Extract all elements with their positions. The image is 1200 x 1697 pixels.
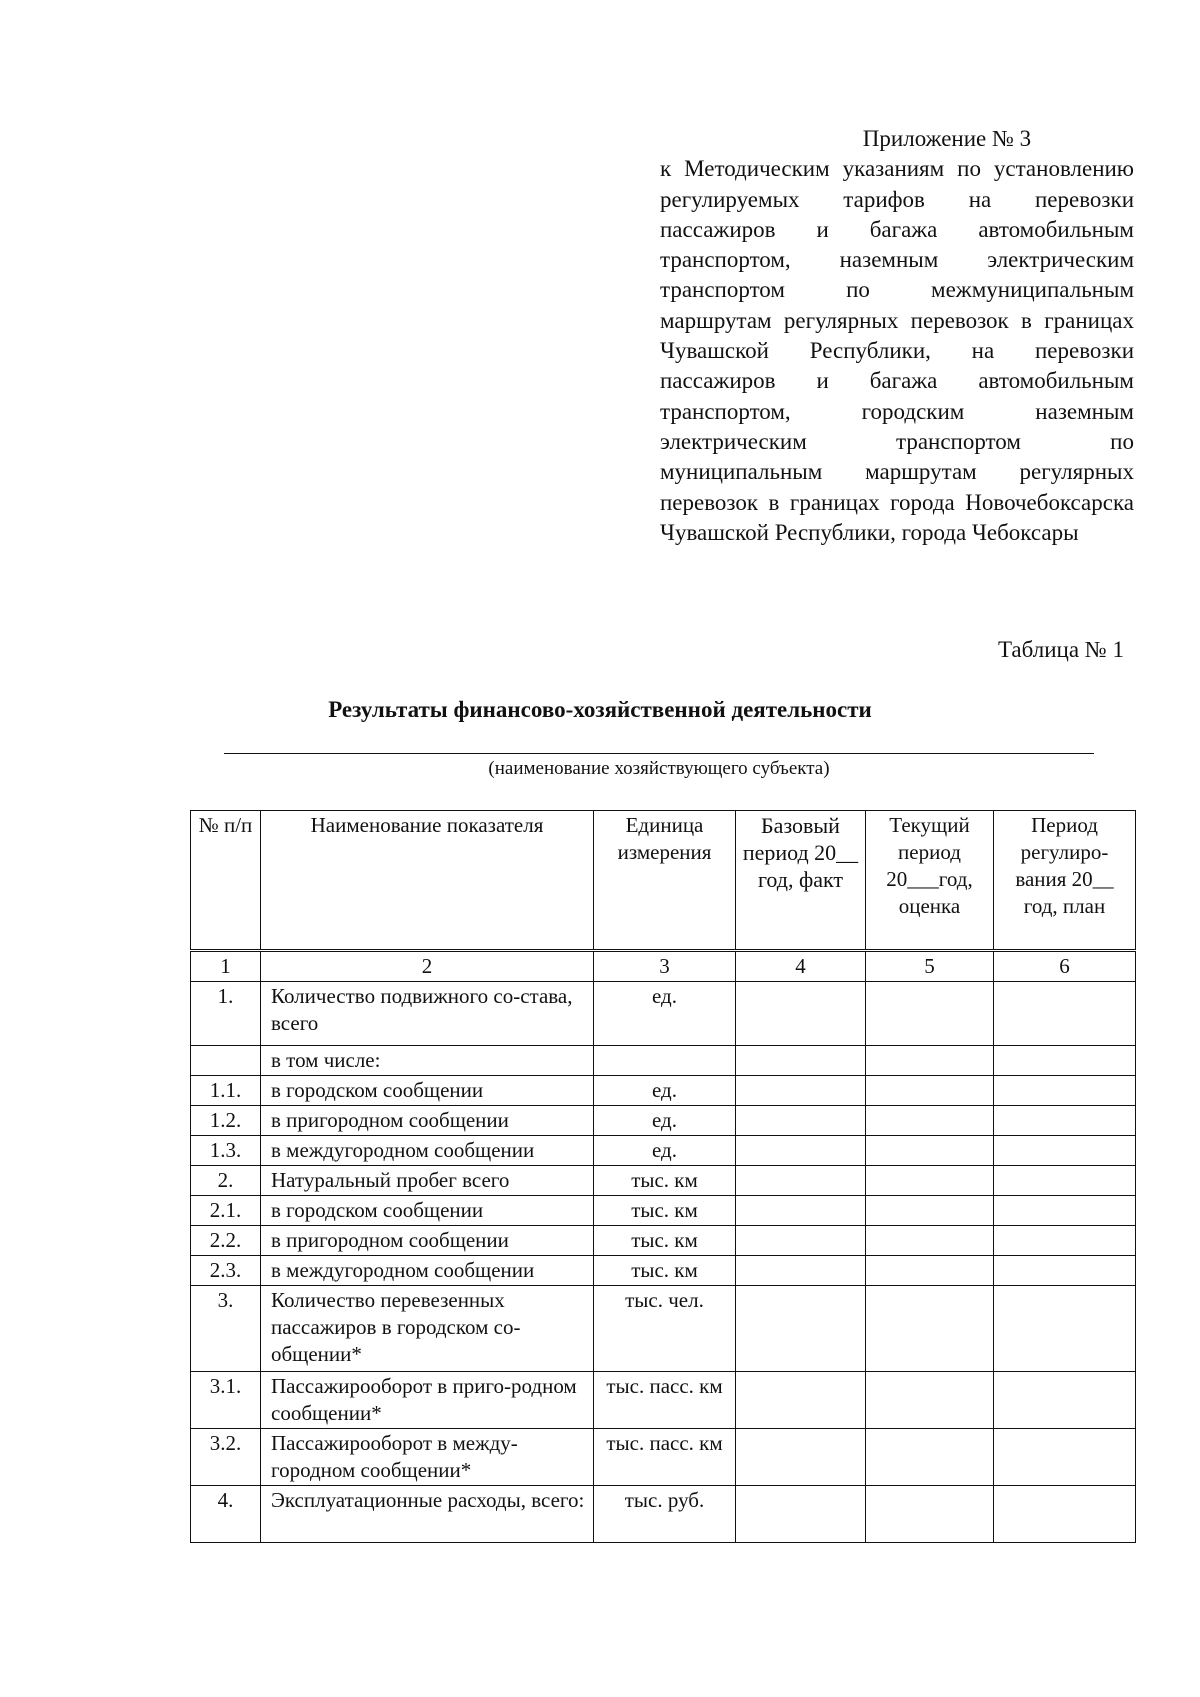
- table-row: [191, 1076, 1136, 1106]
- base-period-cell: [736, 1286, 866, 1372]
- base-period-cell: [736, 1046, 866, 1076]
- column-number-row: [191, 951, 1136, 982]
- appendix-body: к Методическим указаниям по установлению регулируемых тарифов на перевозки пассажиров и багажа автомобильным транспортом, наземным электрическим транспортом по межмуниципальным маршрутам регулярных перевозок в границах Чувашской Республики, на перевозки пассажиров и багажа автомобильным транспортом, городским наземным электрическим транспортом по муниципальным маршрутам регулярных перевозок в границах города Новочебоксарска Чувашской Республики, города Чебоксары: [660, 156, 1134, 545]
- base-period-cell: [736, 1076, 866, 1106]
- row-unit: тыс. км: [594, 1256, 736, 1286]
- table-row: [191, 1226, 1136, 1256]
- row-number: 2.1.: [191, 1196, 261, 1226]
- base-period-cell: [736, 1226, 866, 1256]
- base-period-cell: [736, 1166, 866, 1196]
- regulation-period-cell: [994, 1372, 1136, 1429]
- regulation-period-cell: [994, 1046, 1136, 1076]
- base-period-cell: [736, 1136, 866, 1166]
- header-unit: Единица измерения: [594, 811, 736, 951]
- base-period-cell: [736, 1196, 866, 1226]
- row-indicator: Пассажирооборот в приго-родном сообщении*: [261, 1372, 594, 1429]
- entity-caption: (наименование хозяйствующего субъекта): [488, 758, 830, 779]
- regulation-period-cell: [994, 1196, 1136, 1226]
- current-period-cell: [866, 1046, 994, 1076]
- table-row: [191, 1136, 1136, 1166]
- table-number: Таблица № 1: [997, 637, 1124, 662]
- table-row: [191, 1106, 1136, 1136]
- column-number: 2: [261, 951, 594, 982]
- current-period-cell: [866, 1429, 994, 1486]
- regulation-period-cell: [994, 1136, 1136, 1166]
- current-period-cell: [866, 1196, 994, 1226]
- row-indicator: в городском сообщении: [261, 1076, 594, 1106]
- row-indicator: Натуральный пробег всего: [261, 1166, 594, 1196]
- header-number: № п/п: [191, 811, 261, 951]
- header-indicator-name: Наименование показателя: [261, 811, 594, 951]
- table-header-row: [191, 811, 1136, 951]
- current-period-cell: [866, 1286, 994, 1372]
- current-period-cell: [866, 1486, 994, 1543]
- document-title: Результаты финансово-хозяйственной деятельности: [328, 697, 872, 722]
- entity-name-line: [224, 753, 1094, 754]
- row-unit: ед.: [594, 1106, 736, 1136]
- row-unit: тыс. км: [594, 1196, 736, 1226]
- base-period-cell: [736, 1486, 866, 1543]
- table-row: [191, 1046, 1136, 1076]
- base-period-cell: [736, 982, 866, 1046]
- row-unit: [594, 1046, 736, 1076]
- column-number: 1: [191, 951, 261, 982]
- table-row: [191, 1372, 1136, 1429]
- row-number: [191, 1046, 261, 1076]
- row-number: 2.: [191, 1166, 261, 1196]
- row-indicator: в пригородном сообщении: [261, 1106, 594, 1136]
- regulation-period-cell: [994, 1076, 1136, 1106]
- regulation-period-cell: [994, 1256, 1136, 1286]
- current-period-cell: [866, 1166, 994, 1196]
- row-indicator: Эксплуатационные расходы, всего:: [261, 1486, 594, 1543]
- regulation-period-cell: [994, 1106, 1136, 1136]
- table-row: [191, 1429, 1136, 1486]
- row-unit: ед.: [594, 1136, 736, 1166]
- table-row: [191, 982, 1136, 1046]
- current-period-cell: [866, 1372, 994, 1429]
- appendix-title: Приложение № 3: [862, 126, 1032, 151]
- header-base-period: Базовый период 20__ год, факт: [736, 811, 866, 951]
- row-unit: ед.: [594, 1076, 736, 1106]
- row-indicator: Количество подвижного со-става, всего: [261, 982, 594, 1046]
- table-row: [191, 1196, 1136, 1226]
- base-period-cell: [736, 1256, 866, 1286]
- row-number: 1.3.: [191, 1136, 261, 1166]
- table-row: [191, 1486, 1136, 1543]
- header-current-period: Текущий период 20___год, оценка: [866, 811, 994, 951]
- row-unit: ед.: [594, 982, 736, 1046]
- table-row: [191, 1166, 1136, 1196]
- row-unit: тыс. пасс. км: [594, 1372, 736, 1429]
- row-indicator: в междугородном сообщении: [261, 1136, 594, 1166]
- row-number: 1.2.: [191, 1106, 261, 1136]
- row-indicator: в городском сообщении: [261, 1196, 594, 1226]
- row-number: 1.: [191, 982, 261, 1046]
- results-table: [190, 810, 1136, 1543]
- row-unit: тыс. руб.: [594, 1486, 736, 1543]
- regulation-period-cell: [994, 1166, 1136, 1196]
- row-number: 1.1.: [191, 1076, 261, 1106]
- regulation-period-cell: [994, 982, 1136, 1046]
- column-number: 4: [736, 951, 866, 982]
- base-period-cell: [736, 1372, 866, 1429]
- row-number: 2.3.: [191, 1256, 261, 1286]
- regulation-period-cell: [994, 1429, 1136, 1486]
- table-row: [191, 1256, 1136, 1286]
- table-row: [191, 1286, 1136, 1372]
- row-indicator: Пассажирооборот в между-городном сообщении*: [261, 1429, 594, 1486]
- row-number: 3.2.: [191, 1429, 261, 1486]
- row-indicator: в пригородном сообщении: [261, 1226, 594, 1256]
- current-period-cell: [866, 1076, 994, 1106]
- base-period-cell: [736, 1106, 866, 1136]
- column-number: 3: [594, 951, 736, 982]
- column-number: 5: [866, 951, 994, 982]
- row-unit: тыс. км: [594, 1226, 736, 1256]
- row-indicator: Количество перевезенных пассажиров в городском со-общении*: [261, 1286, 594, 1372]
- current-period-cell: [866, 982, 994, 1046]
- row-indicator: в междугородном сообщении: [261, 1256, 594, 1286]
- row-number: 4.: [191, 1486, 261, 1543]
- row-number: 2.2.: [191, 1226, 261, 1256]
- header-regulation-period: Период регулиро-вания 20__ год, план: [994, 811, 1136, 951]
- row-unit: тыс. чел.: [594, 1286, 736, 1372]
- regulation-period-cell: [994, 1286, 1136, 1372]
- row-number: 3.1.: [191, 1372, 261, 1429]
- appendix-block: [660, 124, 1134, 548]
- row-unit: тыс. пасс. км: [594, 1429, 736, 1486]
- current-period-cell: [866, 1136, 994, 1166]
- row-indicator: в том числе:: [261, 1046, 594, 1076]
- row-number: 3.: [191, 1286, 261, 1372]
- column-number: 6: [994, 951, 1136, 982]
- regulation-period-cell: [994, 1226, 1136, 1256]
- current-period-cell: [866, 1106, 994, 1136]
- current-period-cell: [866, 1256, 994, 1286]
- row-unit: тыс. км: [594, 1166, 736, 1196]
- regulation-period-cell: [994, 1486, 1136, 1543]
- current-period-cell: [866, 1226, 994, 1256]
- base-period-cell: [736, 1429, 866, 1486]
